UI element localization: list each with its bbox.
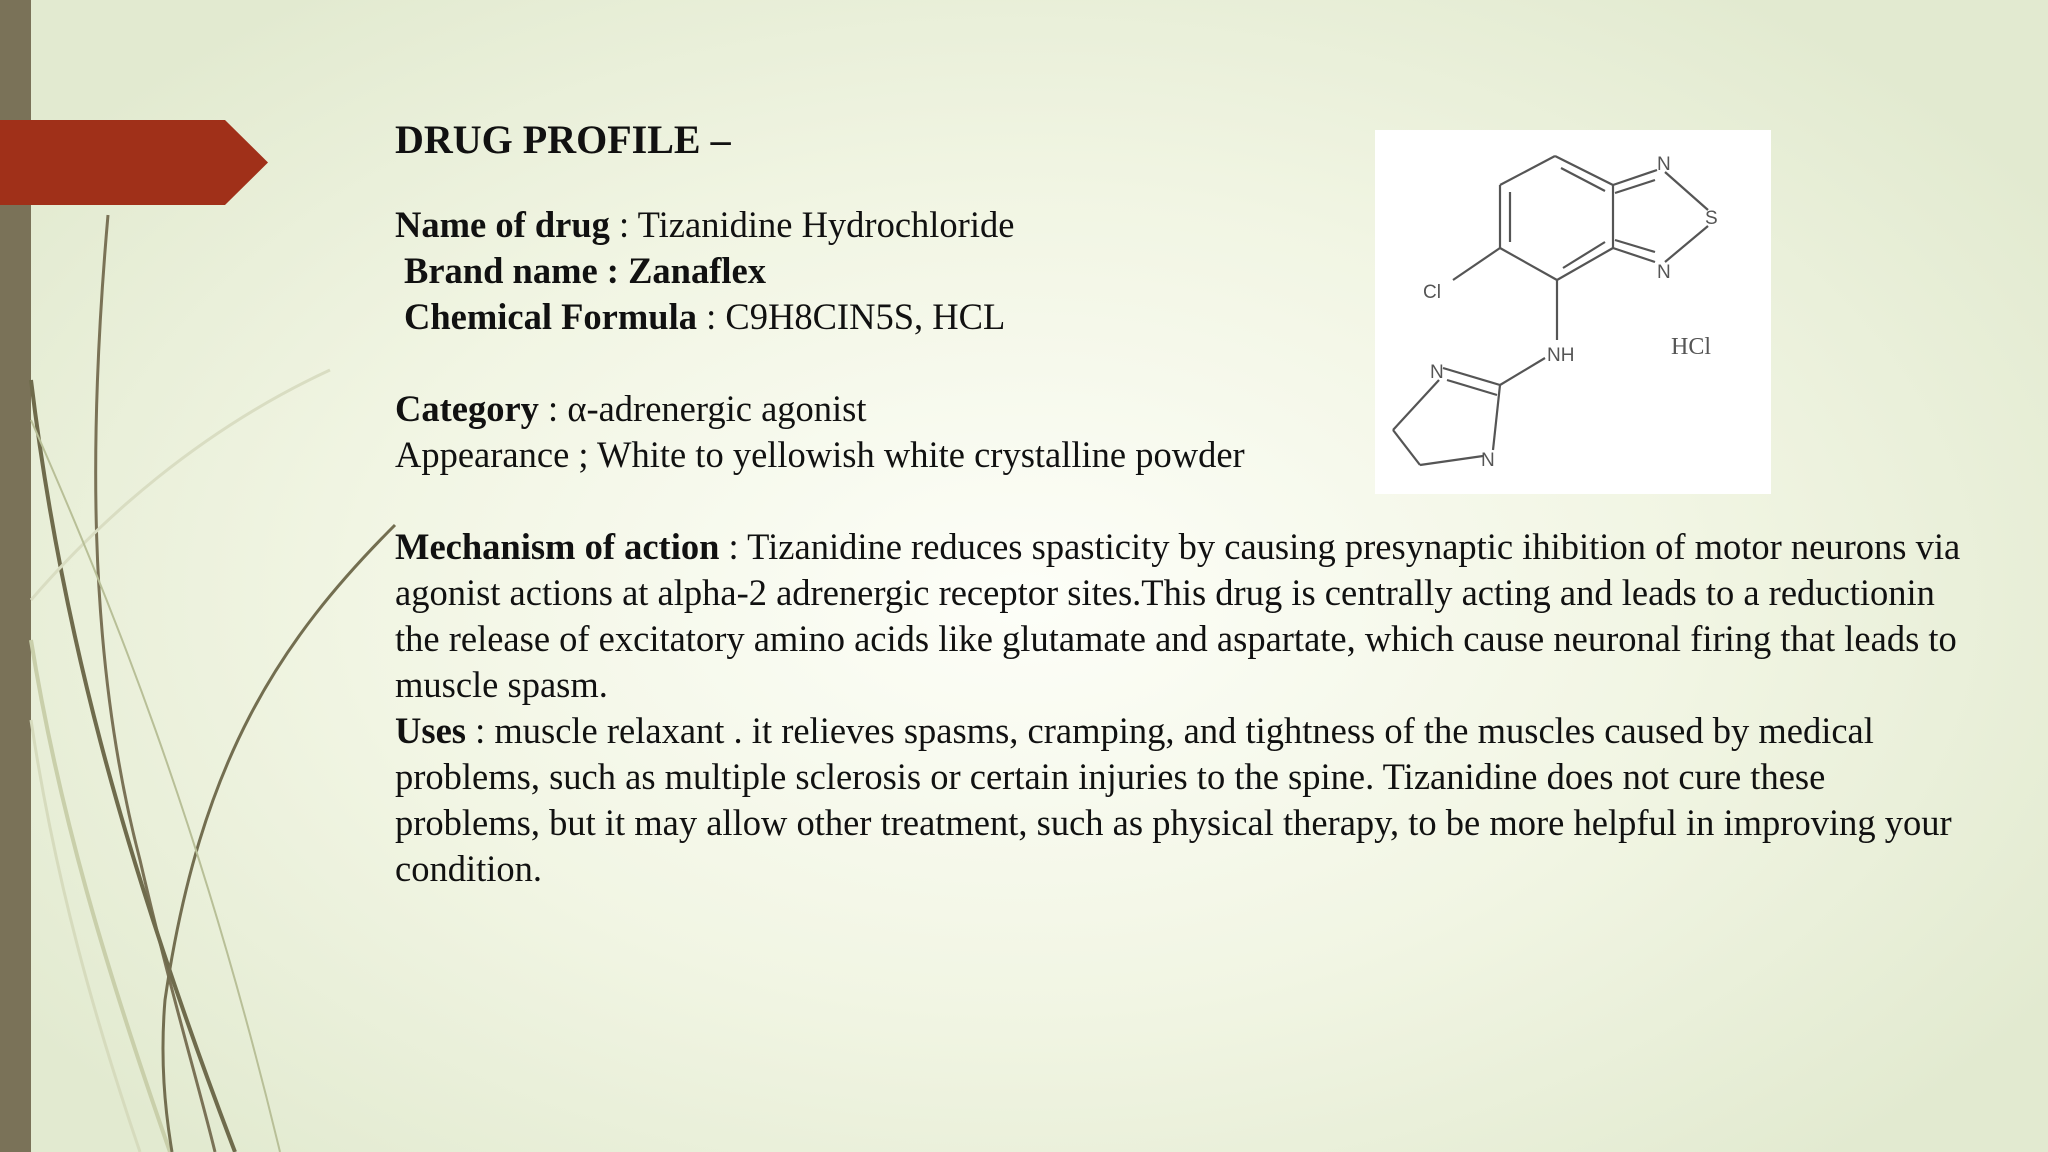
formula-label: Chemical Formula xyxy=(404,296,697,337)
atom-n4-label: N xyxy=(1481,450,1495,471)
red-arrow-tab xyxy=(0,120,268,205)
uses-label: Uses xyxy=(395,710,466,751)
atom-s-label: S xyxy=(1705,208,1718,229)
uses-paragraph xyxy=(395,708,1975,892)
brand-name-label: Brand name : Zanaflex xyxy=(404,250,766,291)
category-value: α-adrenergic agonist xyxy=(567,388,867,429)
mechanism-sep: : xyxy=(719,526,748,567)
category-label: Category xyxy=(395,388,539,429)
tizanidine-structure-diagram xyxy=(1375,130,1771,494)
category-sep: : xyxy=(538,388,568,429)
drug-name-value: Tizanidine Hydrochloride xyxy=(637,204,1015,245)
atom-n2-label: N xyxy=(1657,262,1671,283)
chemical-structure-image xyxy=(1375,130,1771,494)
uses-sep: : xyxy=(465,710,495,751)
atom-n3-label: N xyxy=(1430,362,1444,383)
drug-name-label: Name of drug xyxy=(395,204,610,245)
hcl-label: HCl xyxy=(1671,334,1712,360)
formula-value: C9H8CIN5S, HCL xyxy=(725,296,1006,337)
atom-cl-label: Cl xyxy=(1423,282,1441,303)
atom-nh-label: NH xyxy=(1547,345,1575,366)
atom-n1-label: N xyxy=(1657,154,1671,175)
mechanism-paragraph xyxy=(395,524,1975,708)
uses-value: muscle relaxant . it relieves spasms, cramping, and tightness of the muscles caused by medical problems, such as multiple sclerosis or certain injuries to the spine. Tizanidine does not cure these problems, but it may allow other treatment, such as physical therapy, to be more helpful in improving your condition. xyxy=(395,710,1952,889)
slide-title: DRUG PROFILE – xyxy=(395,117,731,162)
mechanism-value: Tizanidine reduces spasticity by causing presynaptic ihibition of motor neurons via agonist actions at alpha-2 adrenergic receptor sites.This drug is centrally acting and leads to a reductionin the release of excitatory amino acids like glutamate and aspartate, which cause neuronal firing that leads to muscle spasm. xyxy=(395,526,1961,705)
drug-name-sep: : xyxy=(609,204,638,245)
formula-sep: : xyxy=(696,296,726,337)
appearance-line: Appearance ; White to yellowish white crystalline powder xyxy=(395,434,1245,475)
mechanism-label: Mechanism of action xyxy=(395,526,720,567)
